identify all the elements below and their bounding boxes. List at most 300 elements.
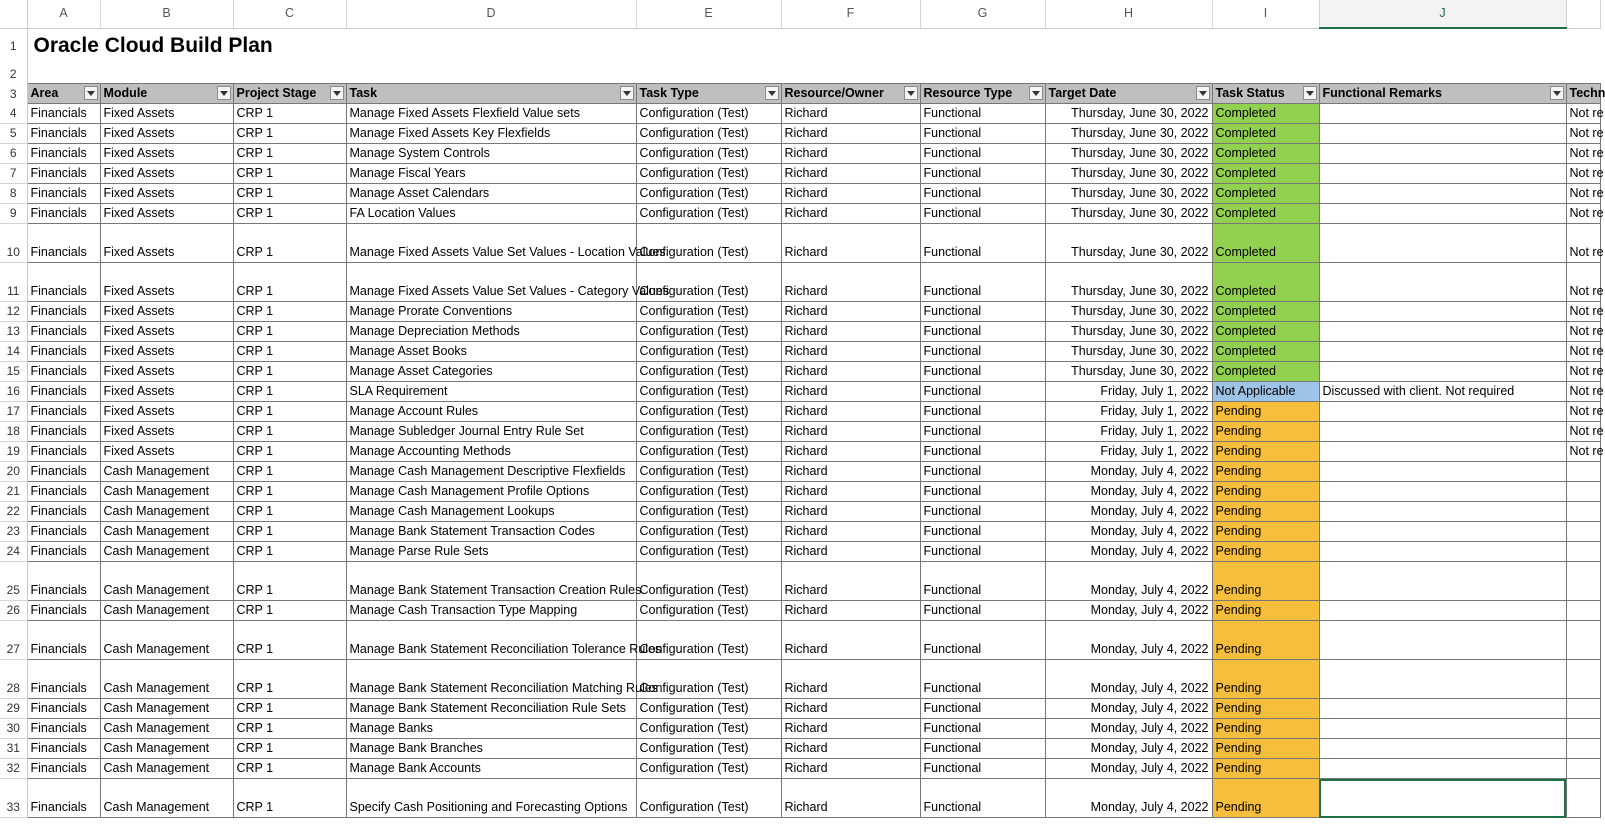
cell-target-date[interactable]: Monday, July 4, 2022 xyxy=(1045,462,1212,482)
cell-technical-remarks[interactable]: Not re xyxy=(1566,402,1600,422)
cell-task-status[interactable]: Pending xyxy=(1212,422,1319,442)
cell-target-date[interactable]: Monday, July 4, 2022 xyxy=(1045,660,1212,699)
row-header[interactable]: 6 xyxy=(0,144,27,164)
cell-target-date[interactable]: Thursday, June 30, 2022 xyxy=(1045,362,1212,382)
cell-project-stage[interactable]: CRP 1 xyxy=(233,719,346,739)
cell-task-type[interactable]: Configuration (Test) xyxy=(636,382,781,402)
cell-task[interactable]: Manage Subledger Journal Entry Rule Set xyxy=(346,422,636,442)
row-header[interactable]: 16 xyxy=(0,382,27,402)
cell-resource-type[interactable]: Functional xyxy=(920,699,1045,719)
cell-task-status[interactable]: Pending xyxy=(1212,462,1319,482)
filter-dropdown-icon[interactable] xyxy=(330,86,344,100)
cell-task-type[interactable]: Configuration (Test) xyxy=(636,124,781,144)
cell-target-date[interactable]: Thursday, June 30, 2022 xyxy=(1045,204,1212,224)
cell-task[interactable]: FA Location Values xyxy=(346,204,636,224)
cell-module[interactable]: Fixed Assets xyxy=(100,302,233,322)
cell-task-status[interactable]: Completed xyxy=(1212,342,1319,362)
cell-resource-type[interactable]: Functional xyxy=(920,362,1045,382)
cell-resource-owner[interactable]: Richard xyxy=(781,621,920,660)
cell-resource-owner[interactable]: Richard xyxy=(781,779,920,818)
row-header[interactable]: 11 xyxy=(0,263,27,302)
cell-task-type[interactable]: Configuration (Test) xyxy=(636,522,781,542)
header-cell-task-type[interactable] xyxy=(636,84,781,104)
cell-resource-owner[interactable]: Richard xyxy=(781,342,920,362)
cell-task-type[interactable]: Configuration (Test) xyxy=(636,422,781,442)
cell-module[interactable]: Fixed Assets xyxy=(100,204,233,224)
cell-target-date[interactable]: Friday, July 1, 2022 xyxy=(1045,442,1212,462)
cell-functional-remarks[interactable] xyxy=(1319,204,1566,224)
cell-project-stage[interactable]: CRP 1 xyxy=(233,362,346,382)
cell-project-stage[interactable]: CRP 1 xyxy=(233,462,346,482)
cell-project-stage[interactable]: CRP 1 xyxy=(233,184,346,204)
cell-project-stage[interactable]: CRP 1 xyxy=(233,502,346,522)
row-header[interactable]: 5 xyxy=(0,124,27,144)
cell-task-status[interactable]: Completed xyxy=(1212,104,1319,124)
cell-resource-type[interactable]: Functional xyxy=(920,502,1045,522)
cell-task-type[interactable]: Configuration (Test) xyxy=(636,402,781,422)
cell-task-status[interactable]: Pending xyxy=(1212,502,1319,522)
column-header[interactable]: F xyxy=(781,0,920,28)
row-header[interactable]: 9 xyxy=(0,204,27,224)
cell-task-status[interactable]: Pending xyxy=(1212,719,1319,739)
row-header[interactable]: 17 xyxy=(0,402,27,422)
cell-functional-remarks[interactable] xyxy=(1319,462,1566,482)
cell-project-stage[interactable]: CRP 1 xyxy=(233,342,346,362)
cell-technical-remarks[interactable]: Not re xyxy=(1566,382,1600,402)
cell-project-stage[interactable]: CRP 1 xyxy=(233,422,346,442)
row-header[interactable]: 20 xyxy=(0,462,27,482)
cell-module[interactable]: Cash Management xyxy=(100,621,233,660)
cell-task-type[interactable]: Configuration (Test) xyxy=(636,759,781,779)
cell-resource-type[interactable]: Functional xyxy=(920,422,1045,442)
cell-task-type[interactable]: Configuration (Test) xyxy=(636,184,781,204)
cell-task-status[interactable]: Pending xyxy=(1212,699,1319,719)
row-header[interactable]: 4 xyxy=(0,104,27,124)
column-header[interactable]: H xyxy=(1045,0,1212,28)
cell-functional-remarks[interactable] xyxy=(1319,779,1566,818)
cell-area[interactable]: Financials xyxy=(27,322,100,342)
cell-resource-owner[interactable]: Richard xyxy=(781,759,920,779)
cell-area[interactable]: Financials xyxy=(27,144,100,164)
cell-resource-type[interactable]: Functional xyxy=(920,224,1045,263)
cell-target-date[interactable]: Monday, July 4, 2022 xyxy=(1045,601,1212,621)
cell-resource-owner[interactable]: Richard xyxy=(781,660,920,699)
cell-resource-owner[interactable]: Richard xyxy=(781,104,920,124)
cell-technical-remarks[interactable] xyxy=(1566,542,1600,562)
cell-area[interactable]: Financials xyxy=(27,184,100,204)
cell-project-stage[interactable]: CRP 1 xyxy=(233,104,346,124)
header-cell-target-date[interactable] xyxy=(1045,84,1212,104)
row-header[interactable]: 29 xyxy=(0,699,27,719)
cell-technical-remarks[interactable]: Not re xyxy=(1566,184,1600,204)
cell-resource-type[interactable]: Functional xyxy=(920,164,1045,184)
cell-task[interactable]: Manage Bank Statement Transaction Creation Rules xyxy=(346,562,636,601)
cell-resource-type[interactable]: Functional xyxy=(920,382,1045,402)
cell-technical-remarks[interactable]: Not re xyxy=(1566,204,1600,224)
cell-resource-type[interactable]: Functional xyxy=(920,124,1045,144)
cell-task-status[interactable]: Completed xyxy=(1212,224,1319,263)
cell-task[interactable]: Manage Asset Books xyxy=(346,342,636,362)
cell-resource-type[interactable]: Functional xyxy=(920,184,1045,204)
cell-task-status[interactable]: Pending xyxy=(1212,621,1319,660)
column-header-partial[interactable] xyxy=(1566,0,1600,28)
cell-resource-owner[interactable]: Richard xyxy=(781,382,920,402)
cell-task-status[interactable]: Completed xyxy=(1212,263,1319,302)
cell-technical-remarks[interactable] xyxy=(1566,719,1600,739)
cell-resource-owner[interactable]: Richard xyxy=(781,522,920,542)
cell-target-date[interactable]: Thursday, June 30, 2022 xyxy=(1045,322,1212,342)
title-cell[interactable] xyxy=(27,28,1600,64)
cell-task[interactable]: SLA Requirement xyxy=(346,382,636,402)
cell-functional-remarks[interactable] xyxy=(1319,184,1566,204)
cell-task-type[interactable]: Configuration (Test) xyxy=(636,224,781,263)
cell-module[interactable]: Cash Management xyxy=(100,759,233,779)
cell-functional-remarks[interactable] xyxy=(1319,739,1566,759)
cell-task-type[interactable]: Configuration (Test) xyxy=(636,601,781,621)
cell-task-status[interactable]: Pending xyxy=(1212,442,1319,462)
row-header[interactable]: 10 xyxy=(0,224,27,263)
cell-area[interactable]: Financials xyxy=(27,263,100,302)
cell-technical-remarks[interactable]: Not re xyxy=(1566,362,1600,382)
row-header[interactable]: 2 xyxy=(0,64,27,84)
cell-resource-owner[interactable]: Richard xyxy=(781,502,920,522)
cell-resource-owner[interactable]: Richard xyxy=(781,442,920,462)
cell-module[interactable]: Cash Management xyxy=(100,542,233,562)
cell-technical-remarks[interactable]: Not re xyxy=(1566,342,1600,362)
cell-resource-owner[interactable]: Richard xyxy=(781,482,920,502)
cell-module[interactable]: Cash Management xyxy=(100,719,233,739)
cell-resource-type[interactable]: Functional xyxy=(920,263,1045,302)
filter-dropdown-icon[interactable] xyxy=(1029,86,1043,100)
filter-dropdown-icon[interactable] xyxy=(1550,86,1564,100)
row-header[interactable]: 18 xyxy=(0,422,27,442)
cell-functional-remarks[interactable] xyxy=(1319,104,1566,124)
cell-module[interactable]: Cash Management xyxy=(100,660,233,699)
cell-resource-owner[interactable]: Richard xyxy=(781,601,920,621)
header-cell-resource-type[interactable] xyxy=(920,84,1045,104)
cell-resource-type[interactable]: Functional xyxy=(920,104,1045,124)
cell-target-date[interactable]: Thursday, June 30, 2022 xyxy=(1045,184,1212,204)
row-header[interactable]: 8 xyxy=(0,184,27,204)
cell-area[interactable]: Financials xyxy=(27,621,100,660)
cell-resource-owner[interactable]: Richard xyxy=(781,739,920,759)
row-header[interactable]: 23 xyxy=(0,522,27,542)
cell-task[interactable]: Manage Bank Statement Reconciliation Matching Rules xyxy=(346,660,636,699)
cell-technical-remarks[interactable] xyxy=(1566,562,1600,601)
cell-area[interactable]: Financials xyxy=(27,402,100,422)
cell-task[interactable]: Manage Bank Statement Reconciliation Rule Sets xyxy=(346,699,636,719)
cell-project-stage[interactable]: CRP 1 xyxy=(233,124,346,144)
cell-resource-owner[interactable]: Richard xyxy=(781,562,920,601)
column-header[interactable]: D xyxy=(346,0,636,28)
cell-resource-owner[interactable]: Richard xyxy=(781,144,920,164)
cell-task-type[interactable]: Configuration (Test) xyxy=(636,699,781,719)
cell-functional-remarks[interactable] xyxy=(1319,502,1566,522)
cell-functional-remarks[interactable] xyxy=(1319,759,1566,779)
cell-module[interactable]: Fixed Assets xyxy=(100,184,233,204)
cell-area[interactable]: Financials xyxy=(27,382,100,402)
cell-target-date[interactable]: Thursday, June 30, 2022 xyxy=(1045,342,1212,362)
cell-resource-type[interactable]: Functional xyxy=(920,719,1045,739)
cell-technical-remarks[interactable]: Not re xyxy=(1566,144,1600,164)
cell-technical-remarks[interactable] xyxy=(1566,601,1600,621)
header-cell-area[interactable] xyxy=(27,84,100,104)
cell-technical-remarks[interactable]: Not re xyxy=(1566,164,1600,184)
cell-module[interactable]: Fixed Assets xyxy=(100,382,233,402)
header-cell-functional-remarks[interactable] xyxy=(1319,84,1566,104)
cell-resource-owner[interactable]: Richard xyxy=(781,402,920,422)
cell-technical-remarks[interactable] xyxy=(1566,660,1600,699)
cell-task[interactable]: Manage Fiscal Years xyxy=(346,164,636,184)
header-cell-resource-owner[interactable] xyxy=(781,84,920,104)
cell-area[interactable]: Financials xyxy=(27,699,100,719)
column-header[interactable]: B xyxy=(100,0,233,28)
cell-task[interactable]: Manage Cash Transaction Type Mapping xyxy=(346,601,636,621)
cell-resource-owner[interactable]: Richard xyxy=(781,362,920,382)
cell-technical-remarks[interactable]: Not re xyxy=(1566,224,1600,263)
cell-project-stage[interactable]: CRP 1 xyxy=(233,322,346,342)
row-header[interactable]: 26 xyxy=(0,601,27,621)
cell-module[interactable]: Fixed Assets xyxy=(100,164,233,184)
cell-target-date[interactable]: Thursday, June 30, 2022 xyxy=(1045,302,1212,322)
cell-task-status[interactable]: Pending xyxy=(1212,759,1319,779)
cell-resource-owner[interactable]: Richard xyxy=(781,164,920,184)
filter-dropdown-icon[interactable] xyxy=(765,86,779,100)
cell-technical-remarks[interactable] xyxy=(1566,502,1600,522)
cell-target-date[interactable]: Friday, July 1, 2022 xyxy=(1045,402,1212,422)
cell-area[interactable]: Financials xyxy=(27,719,100,739)
row-header[interactable]: 19 xyxy=(0,442,27,462)
cell-target-date[interactable]: Monday, July 4, 2022 xyxy=(1045,542,1212,562)
cell-target-date[interactable]: Monday, July 4, 2022 xyxy=(1045,719,1212,739)
cell-task-type[interactable]: Configuration (Test) xyxy=(636,502,781,522)
cell-module[interactable]: Cash Management xyxy=(100,462,233,482)
cell-task-type[interactable]: Configuration (Test) xyxy=(636,342,781,362)
cell-module[interactable]: Cash Management xyxy=(100,699,233,719)
cell-module[interactable]: Cash Management xyxy=(100,601,233,621)
cell-project-stage[interactable]: CRP 1 xyxy=(233,402,346,422)
cell-task[interactable]: Manage Fixed Assets Flexfield Value sets xyxy=(346,104,636,124)
cell-project-stage[interactable]: CRP 1 xyxy=(233,621,346,660)
cell-task[interactable]: Manage Account Rules xyxy=(346,402,636,422)
cell-resource-type[interactable]: Functional xyxy=(920,342,1045,362)
row-header[interactable]: 27 xyxy=(0,621,27,660)
cell-functional-remarks[interactable] xyxy=(1319,362,1566,382)
cell-resource-owner[interactable]: Richard xyxy=(781,422,920,442)
header-cell-technical[interactable] xyxy=(1566,84,1605,104)
cell-technical-remarks[interactable] xyxy=(1566,462,1600,482)
cell-area[interactable]: Financials xyxy=(27,422,100,442)
cell-area[interactable]: Financials xyxy=(27,442,100,462)
cell-area[interactable]: Financials xyxy=(27,362,100,382)
row-header[interactable]: 28 xyxy=(0,660,27,699)
cell-target-date[interactable]: Thursday, June 30, 2022 xyxy=(1045,263,1212,302)
cell-resource-type[interactable]: Functional xyxy=(920,779,1045,818)
cell-technical-remarks[interactable]: Not re xyxy=(1566,322,1600,342)
column-header[interactable]: I xyxy=(1212,0,1319,28)
cell-technical-remarks[interactable]: Not re xyxy=(1566,422,1600,442)
cell-task-status[interactable]: Pending xyxy=(1212,660,1319,699)
header-cell-project-stage[interactable] xyxy=(233,84,346,104)
row-header[interactable]: 13 xyxy=(0,322,27,342)
cell-module[interactable]: Fixed Assets xyxy=(100,224,233,263)
cell-area[interactable]: Financials xyxy=(27,660,100,699)
cell-functional-remarks[interactable] xyxy=(1319,124,1566,144)
cell-task[interactable]: Manage System Controls xyxy=(346,144,636,164)
column-header[interactable]: E xyxy=(636,0,781,28)
header-cell-task-status[interactable] xyxy=(1212,84,1319,104)
cell-target-date[interactable]: Thursday, June 30, 2022 xyxy=(1045,164,1212,184)
cell-task[interactable]: Manage Accounting Methods xyxy=(346,442,636,462)
cell-resource-type[interactable]: Functional xyxy=(920,482,1045,502)
cell-functional-remarks[interactable] xyxy=(1319,719,1566,739)
filter-dropdown-icon[interactable] xyxy=(620,86,634,100)
cell-project-stage[interactable]: CRP 1 xyxy=(233,562,346,601)
cell-module[interactable]: Cash Management xyxy=(100,482,233,502)
cell-task-type[interactable]: Configuration (Test) xyxy=(636,482,781,502)
cell-area[interactable]: Financials xyxy=(27,342,100,362)
cell-task-type[interactable]: Configuration (Test) xyxy=(636,204,781,224)
cell-project-stage[interactable]: CRP 1 xyxy=(233,164,346,184)
cell-resource-type[interactable]: Functional xyxy=(920,542,1045,562)
cell-target-date[interactable]: Thursday, June 30, 2022 xyxy=(1045,144,1212,164)
header-cell-task[interactable] xyxy=(346,84,636,104)
column-header[interactable]: G xyxy=(920,0,1045,28)
cell-project-stage[interactable]: CRP 1 xyxy=(233,204,346,224)
cell-project-stage[interactable]: CRP 1 xyxy=(233,601,346,621)
cell-task-status[interactable]: Pending xyxy=(1212,779,1319,818)
cell-resource-owner[interactable]: Richard xyxy=(781,699,920,719)
cell-area[interactable]: Financials xyxy=(27,302,100,322)
cell-task-type[interactable]: Configuration (Test) xyxy=(636,362,781,382)
cell-functional-remarks[interactable] xyxy=(1319,302,1566,322)
cell-resource-type[interactable]: Functional xyxy=(920,601,1045,621)
cell-task-type[interactable]: Configuration (Test) xyxy=(636,263,781,302)
cell-task-type[interactable]: Configuration (Test) xyxy=(636,322,781,342)
cell-resource-owner[interactable]: Richard xyxy=(781,542,920,562)
cell-area[interactable]: Financials xyxy=(27,542,100,562)
cell-functional-remarks[interactable] xyxy=(1319,144,1566,164)
column-header[interactable]: A xyxy=(27,0,100,28)
row-header[interactable]: 12 xyxy=(0,302,27,322)
cell-resource-owner[interactable]: Richard xyxy=(781,204,920,224)
row-header[interactable]: 14 xyxy=(0,342,27,362)
cell-technical-remarks[interactable] xyxy=(1566,699,1600,719)
cell-task-status[interactable]: Completed xyxy=(1212,184,1319,204)
cell-technical-remarks[interactable] xyxy=(1566,759,1600,779)
row-header[interactable]: 1 xyxy=(0,28,27,64)
cell-functional-remarks[interactable] xyxy=(1319,542,1566,562)
cell-technical-remarks[interactable] xyxy=(1566,621,1600,660)
cell-functional-remarks[interactable] xyxy=(1319,621,1566,660)
cell-task-type[interactable]: Configuration (Test) xyxy=(636,779,781,818)
cell-task-type[interactable]: Configuration (Test) xyxy=(636,144,781,164)
cell-technical-remarks[interactable]: Not re xyxy=(1566,302,1600,322)
cell-module[interactable]: Fixed Assets xyxy=(100,402,233,422)
cell-functional-remarks[interactable] xyxy=(1319,422,1566,442)
filter-dropdown-icon[interactable] xyxy=(1196,86,1210,100)
filter-dropdown-icon[interactable] xyxy=(904,86,918,100)
cell-area[interactable]: Financials xyxy=(27,462,100,482)
cell-resource-type[interactable]: Functional xyxy=(920,562,1045,601)
cell-task-status[interactable]: Completed xyxy=(1212,204,1319,224)
cell-project-stage[interactable]: CRP 1 xyxy=(233,302,346,322)
cell-area[interactable]: Financials xyxy=(27,562,100,601)
cell-module[interactable]: Cash Management xyxy=(100,522,233,542)
cell-task[interactable]: Manage Cash Management Descriptive Flexfields xyxy=(346,462,636,482)
cell-task-type[interactable]: Configuration (Test) xyxy=(636,164,781,184)
cell-task-status[interactable]: Pending xyxy=(1212,562,1319,601)
cell-project-stage[interactable]: CRP 1 xyxy=(233,779,346,818)
cell-task[interactable]: Manage Bank Accounts xyxy=(346,759,636,779)
cell-task-type[interactable]: Configuration (Test) xyxy=(636,302,781,322)
cell-task-status[interactable]: Pending xyxy=(1212,542,1319,562)
cell-task-status[interactable]: Completed xyxy=(1212,144,1319,164)
cell-task[interactable]: Manage Asset Categories xyxy=(346,362,636,382)
cell-technical-remarks[interactable] xyxy=(1566,482,1600,502)
cell-resource-owner[interactable]: Richard xyxy=(781,224,920,263)
cell-target-date[interactable]: Monday, July 4, 2022 xyxy=(1045,522,1212,542)
cell-task-status[interactable]: Pending xyxy=(1212,522,1319,542)
cell-functional-remarks[interactable] xyxy=(1319,601,1566,621)
cell-task[interactable]: Manage Cash Management Profile Options xyxy=(346,482,636,502)
cell-task-type[interactable]: Configuration (Test) xyxy=(636,719,781,739)
cell-target-date[interactable]: Monday, July 4, 2022 xyxy=(1045,621,1212,660)
cell-resource-type[interactable]: Functional xyxy=(920,739,1045,759)
cell-functional-remarks[interactable] xyxy=(1319,522,1566,542)
cell-project-stage[interactable]: CRP 1 xyxy=(233,482,346,502)
cell-project-stage[interactable]: CRP 1 xyxy=(233,144,346,164)
cell-resource-owner[interactable]: Richard xyxy=(781,124,920,144)
cell-target-date[interactable]: Monday, July 4, 2022 xyxy=(1045,699,1212,719)
cell-module[interactable]: Cash Management xyxy=(100,779,233,818)
cell-task-status[interactable]: Completed xyxy=(1212,362,1319,382)
cell-task[interactable]: Manage Banks xyxy=(346,719,636,739)
cell-resource-type[interactable]: Functional xyxy=(920,462,1045,482)
cell-area[interactable]: Financials xyxy=(27,739,100,759)
cell-technical-remarks[interactable]: Not re xyxy=(1566,442,1600,462)
cell-project-stage[interactable]: CRP 1 xyxy=(233,759,346,779)
filter-dropdown-icon[interactable] xyxy=(1303,86,1317,100)
row-header[interactable]: 25 xyxy=(0,562,27,601)
cell-module[interactable]: Fixed Assets xyxy=(100,322,233,342)
cell-project-stage[interactable]: CRP 1 xyxy=(233,382,346,402)
cell-task-type[interactable]: Configuration (Test) xyxy=(636,621,781,660)
cell-task[interactable]: Specify Cash Positioning and Forecasting Options xyxy=(346,779,636,818)
cell-task[interactable]: Manage Parse Rule Sets xyxy=(346,542,636,562)
cell-area[interactable]: Financials xyxy=(27,164,100,184)
cell-functional-remarks[interactable] xyxy=(1319,322,1566,342)
row-header[interactable]: 33 xyxy=(0,779,27,818)
cell-resource-owner[interactable]: Richard xyxy=(781,263,920,302)
cell-project-stage[interactable]: CRP 1 xyxy=(233,224,346,263)
cell-project-stage[interactable]: CRP 1 xyxy=(233,442,346,462)
cell-project-stage[interactable]: CRP 1 xyxy=(233,522,346,542)
cell-task[interactable]: Manage Fixed Assets Value Set Values - Category Values xyxy=(346,263,636,302)
cell-resource-owner[interactable]: Richard xyxy=(781,322,920,342)
cell-target-date[interactable]: Friday, July 1, 2022 xyxy=(1045,382,1212,402)
cell-technical-remarks[interactable]: Not re xyxy=(1566,263,1600,302)
cell-task-status[interactable]: Pending xyxy=(1212,402,1319,422)
row-header[interactable]: 15 xyxy=(0,362,27,382)
cell-target-date[interactable]: Thursday, June 30, 2022 xyxy=(1045,224,1212,263)
cell-module[interactable]: Fixed Assets xyxy=(100,442,233,462)
header-cell-module[interactable] xyxy=(100,84,233,104)
cell-resource-type[interactable]: Functional xyxy=(920,144,1045,164)
select-all-corner[interactable] xyxy=(0,0,27,28)
cell-task-status[interactable]: Completed xyxy=(1212,322,1319,342)
cell-functional-remarks[interactable] xyxy=(1319,402,1566,422)
